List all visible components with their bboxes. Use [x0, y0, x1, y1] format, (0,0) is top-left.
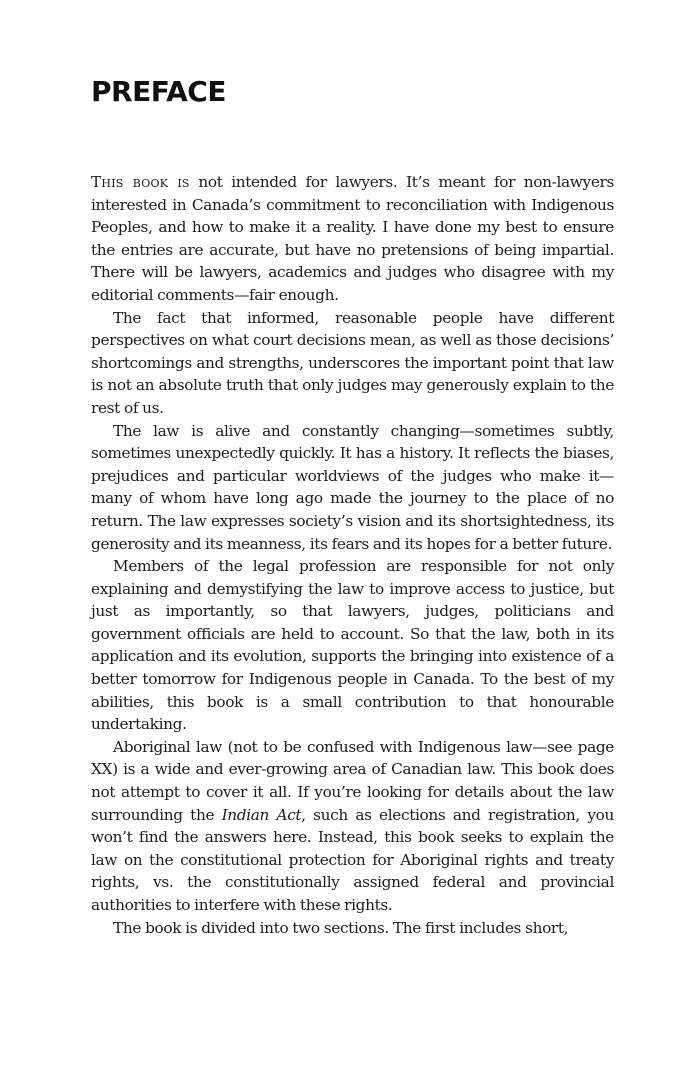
preface-body: [91, 171, 614, 939]
paragraph-3: The law is alive and constantly changing—sometimes subtly, sometimes unexpectedly quickly. It has a history. It reflects the biases, prejudices and particular worldviews of the judges who make it—many of whom have long ago made the journey to the place of no return. The law expresses society’s vision and its shortsightedness, its generosity and its meanness, its fears and its hopes for a better future.: [91, 421, 614, 553]
page-title: PREFACE: [91, 75, 226, 108]
paragraph-1-text: not intended for lawyers. It’s meant for non-lawyers interested in Canada’s commitment to reconciliation with Indigenous Peoples, and how to make it a reality. I have done my best to ensure the entries are accurate, but have no pretensions of being impartial. There will be lawyers, academics and judges who disagree with my editorial comments—fair enough.: [91, 173, 614, 304]
paragraph-5-text-before: Aboriginal law (not to be confused with Indigenous law—see page XX) is a wide and ever-growing area of Canadian law. This book does not attempt to cover it all. If you’re looking for details about the law surrounding the: [91, 737, 614, 824]
indian-act-italic: Indian Act: [221, 805, 302, 824]
paragraph-2: The fact that informed, reasonable people have different perspectives on what court decisions mean, as well as those decisions’ shortcomings and strengths, underscores the important point that law is not an absolute truth that only judges may generously explain to the rest of us.: [91, 308, 614, 417]
paragraph-4: Members of the legal profession are responsible for not only explaining and demystifying the law to improve access to justice, but just as importantly, so that lawyers, judges, politicians and government officials are held to account. So that the law, both in its application and its evolution, supports the bringing into existence of a better tomorrow for Indigenous people in Canada. To the best of my abilities, this book is a small contribution to that honourable undertaking.: [91, 557, 614, 734]
paragraph-5-text-after: , such as elections and registration, you won’t find the answers here. Instead, this book seeks to explain the law on the constitutional protection for Aboriginal rights and treaty rights, vs. the constitutionally assigned federal and provincial authorities to interfere with these rights.: [91, 805, 614, 914]
paragraph-5: [91, 736, 614, 917]
paragraph-lead-smallcaps: This book is: [91, 173, 190, 191]
paragraph-1: [91, 171, 614, 307]
paragraph-6: The book is divided into two sections. The first includes short,: [113, 918, 569, 937]
